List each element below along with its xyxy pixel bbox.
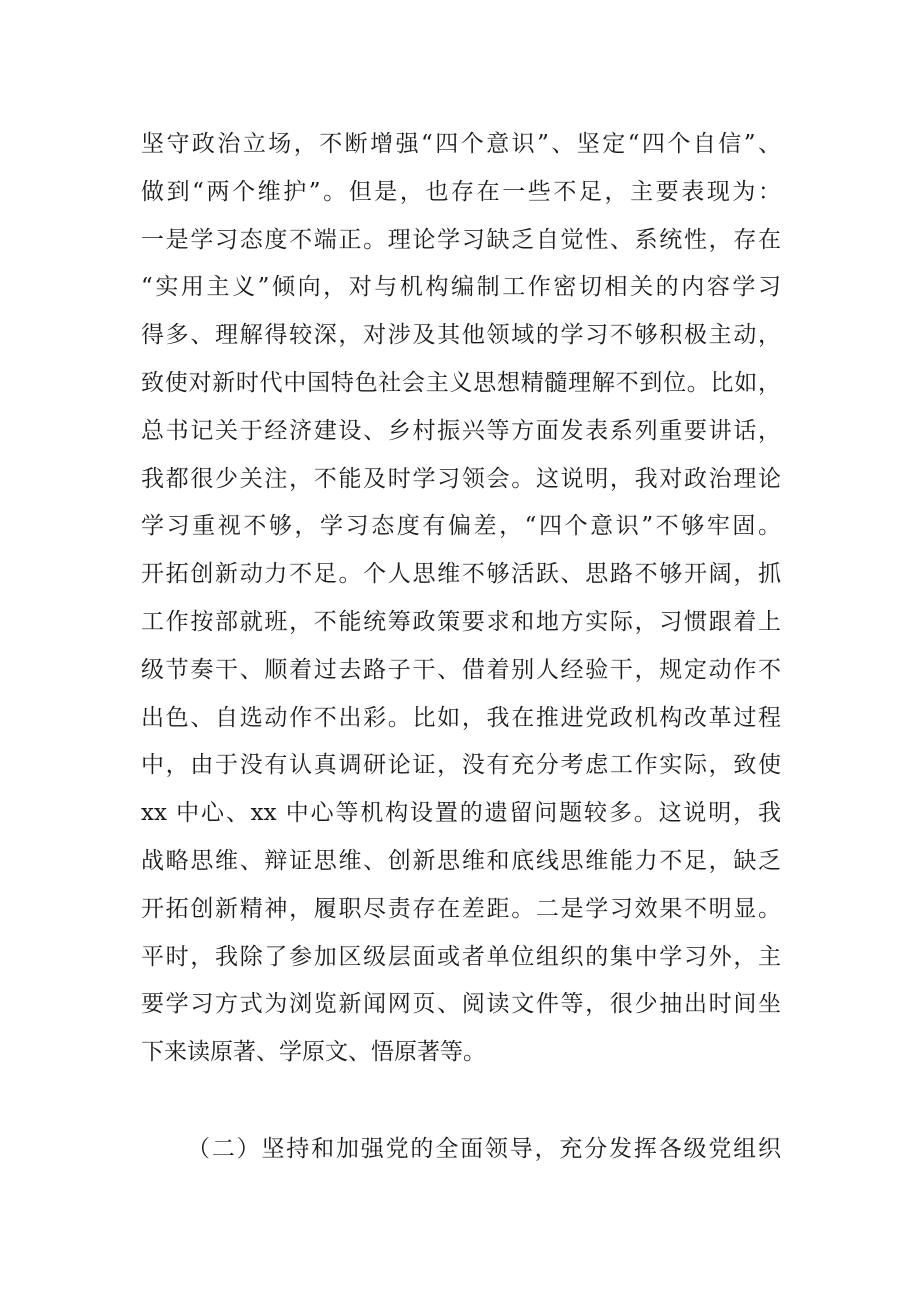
- text-line-14: 中，由于没有认真调研论证，没有充分考虑工作实际，致使: [141, 752, 781, 779]
- text-line-11: 工作按部就班，不能统筹政策要求和地方实际，习惯跟着上: [141, 608, 781, 635]
- text-line-10: 开拓创新动力不足。个人思维不够活跃、思路不够开阔，抓: [141, 561, 781, 588]
- text-line-17: 开拓创新精神，履职尽责存在差距。二是学习效果不明显。: [141, 895, 781, 922]
- text-line-4: “实用主义”倾向，对与机构编制工作密切相关的内容学习: [141, 274, 781, 301]
- text-line-6: 致使对新时代中国特色社会主义思想精髓理解不到位。比如，: [141, 369, 781, 396]
- text-line-2: 做到“两个维护”。但是，也存在一些不足，主要表现为：: [141, 178, 781, 205]
- text-line-8: 我都很少关注，不能及时学习领会。这说明，我对政治理论: [141, 465, 781, 492]
- text-line-9: 学习重视不够，学习态度有偏差，“四个意识”不够牢固。: [141, 513, 781, 540]
- text-line-5: 得多、理解得较深，对涉及其他领域的学习不够积极主动，: [141, 322, 781, 349]
- text-line-16: 战略思维、辩证思维、创新思维和底线思维能力不足，缺乏: [141, 847, 781, 874]
- section-heading: （二）坚持和加强党的全面领导，充分发挥各级党组织: [187, 1136, 781, 1162]
- text-line-18: 平时，我除了参加区级层面或者单位组织的集中学习外，主: [141, 943, 781, 970]
- text-line-13: 出色、自选动作不出彩。比如，我在推进党政机构改革过程: [141, 704, 781, 731]
- text-line-3: 一是学习态度不端正。理论学习缺乏自觉性、系统性，存在: [141, 226, 781, 253]
- text-line-19: 要学习方式为浏览新闻网页、阅读文件等，很少抽出时间坐: [141, 991, 781, 1018]
- document-body-paragraph: [141, 121, 781, 1077]
- text-line-15: xx 中心、xx 中心等机构设置的遗留问题较多。这说明，我: [141, 800, 781, 827]
- text-line-7: 总书记关于经济建设、乡村振兴等方面发表系列重要讲话，: [141, 417, 781, 444]
- text-line-1: 坚守政治立场，不断增强“四个意识”、坚定“四个自信”、: [141, 131, 781, 157]
- text-line-12: 级节奏干、顺着过去路子干、借着别人经验干，规定动作不: [141, 656, 781, 683]
- text-line-20: 下来读原著、学原文、悟原著等。: [141, 1039, 486, 1066]
